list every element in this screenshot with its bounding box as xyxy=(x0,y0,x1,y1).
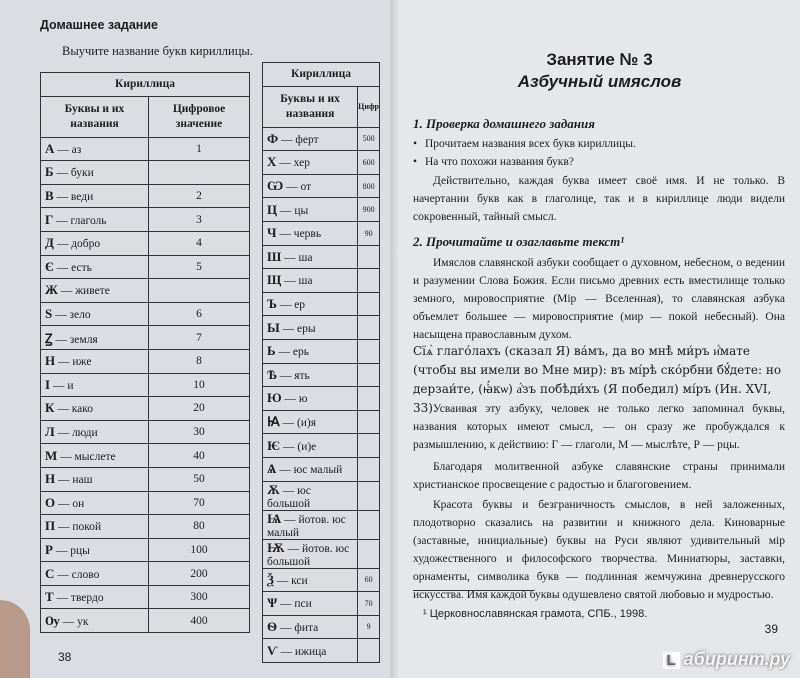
letter-cell xyxy=(263,615,358,639)
dash-separator: — xyxy=(53,191,71,204)
letter-cell xyxy=(41,279,149,303)
numeric-value xyxy=(358,481,380,510)
table-row xyxy=(41,491,250,515)
dash-separator: — xyxy=(55,521,73,534)
cyrillic-letter: Ѣ xyxy=(267,366,277,382)
cyrillic-letter: Ъ xyxy=(267,296,277,312)
table-row xyxy=(41,515,250,539)
cyrillic-letter: Н xyxy=(45,353,56,369)
table-row xyxy=(263,245,380,269)
page-number-left: 38 xyxy=(58,650,72,664)
numeric-value: 300 xyxy=(149,585,250,609)
dash-separator: — xyxy=(281,513,299,526)
numeric-value: 20 xyxy=(149,397,250,421)
cyrillic-letter: Ѵ xyxy=(267,642,278,658)
dash-separator: — xyxy=(275,346,293,359)
table-row xyxy=(41,538,250,562)
numeric-value xyxy=(358,292,380,316)
table-row xyxy=(41,302,250,326)
letter-cell xyxy=(41,208,149,232)
table2-col-letters: Буквы и их названия xyxy=(263,86,358,127)
cyrillic-letter: Н xyxy=(45,471,56,487)
paragraph-5: Красота буквы и безграничность смыслов, в ней заложенных, плодотворно сказались на развитии и книжного дела. Киноварные (заставные, инициальные) буквы на Руси являют удивительный мір художественного и философского творчества. Миниатюры, заставки, орнаменты, символика букв — подлинная жемчужина древнерусского искусства. Имя каждой буквы одушевлено святой любовью и мудростью. xyxy=(413,499,785,601)
letter-name: йотов. юс малый xyxy=(267,513,346,539)
dash-separator: — xyxy=(54,427,72,440)
letter-cell xyxy=(263,410,358,434)
numeric-value: 4 xyxy=(149,231,250,255)
letter-name: йотов. юс большой xyxy=(267,542,350,568)
numeric-value: 80 xyxy=(149,515,250,539)
table-row xyxy=(263,568,380,592)
paragraph-4: Благодаря молитвенной азбуке славянские страны принимали христианское просвещение с радостью и благоговением. xyxy=(413,461,785,491)
table-row xyxy=(263,539,380,568)
letter-name: и xyxy=(67,379,74,392)
cyrillic-table-1 xyxy=(40,72,250,633)
numeric-value: 200 xyxy=(149,562,250,586)
letter-cell xyxy=(263,387,358,411)
letter-name: покой xyxy=(72,521,102,534)
dash-separator: — xyxy=(52,309,70,322)
letter-name: ша xyxy=(298,275,313,288)
dash-separator: — xyxy=(284,542,302,555)
dash-separator: — xyxy=(55,474,73,487)
lesson-number: Занятие № 3 xyxy=(546,50,653,69)
letter-name: юс большой xyxy=(267,484,311,510)
letter-cell xyxy=(263,339,358,363)
letter-cell xyxy=(263,245,358,269)
numeric-value xyxy=(149,279,250,303)
table-row xyxy=(263,434,380,458)
paragraph-1: Действительно, каждая буква имеет своё имя. И не только. В начертании букв как в глаголице, так и в кириллице люди видели сокровенный, тайный смысл. xyxy=(413,175,785,223)
table-row xyxy=(263,592,380,616)
table-row xyxy=(263,387,380,411)
dash-separator: — xyxy=(59,615,78,628)
letter-name: рцы xyxy=(70,544,90,557)
letter-name: цы xyxy=(294,204,309,217)
cyrillic-letter: В xyxy=(45,188,54,204)
numeric-value xyxy=(358,245,380,269)
letter-cell xyxy=(41,397,149,421)
letter-cell xyxy=(41,467,149,491)
cyrillic-letter: Х xyxy=(267,154,277,170)
cyrillic-letter: М xyxy=(45,447,58,463)
table-row xyxy=(41,562,250,586)
letter-cell xyxy=(41,538,149,562)
letter-name: червь xyxy=(293,228,322,241)
footnote-divider xyxy=(413,590,533,591)
letter-cell xyxy=(263,151,358,175)
table-row xyxy=(41,349,250,373)
cyrillic-letter: К xyxy=(45,400,55,416)
letter-cell xyxy=(263,269,358,293)
numeric-value xyxy=(358,269,380,293)
thumb-holding-page xyxy=(0,600,30,678)
table-row xyxy=(263,615,380,639)
right-page xyxy=(399,0,800,678)
letter-name: слово xyxy=(71,568,100,581)
dash-separator: — xyxy=(276,157,294,170)
dash-separator: — xyxy=(57,285,76,298)
numeric-value: 70 xyxy=(149,491,250,515)
numeric-value: 50 xyxy=(149,467,250,491)
letter-cell xyxy=(263,363,358,387)
dash-separator: — xyxy=(281,393,299,406)
watermark-logo-box: L xyxy=(663,652,680,669)
letter-cell xyxy=(41,373,149,397)
dash-separator: — xyxy=(279,417,297,430)
cyrillic-letter: Ѕ xyxy=(45,306,53,322)
numeric-value: 6 xyxy=(149,302,250,326)
dash-separator: — xyxy=(273,574,292,587)
numeric-value: 7 xyxy=(149,326,250,350)
table-row xyxy=(263,410,380,434)
cyrillic-letter: Ц xyxy=(267,201,278,217)
dash-separator: — xyxy=(277,598,295,611)
cyrillic-letter: Ж xyxy=(45,282,58,298)
letter-cell xyxy=(263,174,358,198)
letter-name: аз xyxy=(71,143,82,156)
letter-name: ша xyxy=(298,251,313,264)
cyrillic-letter: П xyxy=(45,518,56,534)
letter-cell xyxy=(263,221,358,245)
table-row xyxy=(41,279,250,303)
slavonic-quote: Сїѧ̀ глаго́лахъ (сказал Я) ва́мъ, да во мнѣ̀ ми́ръ и҆́мате (чтобы вы имели во Мне мир): въ мі́рѣ ско́рбни бꙋ́дете: но дерзаи́те, (ꙗ҆́кѡ) а҆́зъ побѣди́хъ (Я победил) мі́ръ (Ин. XVI, 33). xyxy=(413,344,782,415)
cyrillic-letter: А xyxy=(45,140,55,156)
table2-caption: Кириллица xyxy=(263,63,380,87)
letter-cell xyxy=(41,231,149,255)
bullet-1: • Прочитаем названия всех букв кириллицы. xyxy=(425,138,785,150)
table-row xyxy=(263,292,380,316)
numeric-value xyxy=(358,316,380,340)
table-row xyxy=(41,397,250,421)
dash-separator: — xyxy=(53,592,71,605)
letter-cell xyxy=(263,568,358,592)
numeric-value: 9 xyxy=(358,615,380,639)
numeric-value xyxy=(358,510,380,539)
dash-separator: — xyxy=(277,645,295,658)
numeric-value: 800 xyxy=(358,174,380,198)
table-row xyxy=(41,585,250,609)
table-row xyxy=(263,221,380,245)
table-row xyxy=(41,326,250,350)
dash-separator: — xyxy=(276,228,294,241)
paragraph-3: Усваивая эту азбуку, человек не только легко запоминал буквы, названия которых имеют смысл, — он сразу же пробуждался к размышлению, к действию: Г — глаголи, М — мыслѣте, Р — рцы. xyxy=(413,403,785,451)
numeric-value: 400 xyxy=(149,609,250,633)
homework-instruction: Выучите название букв кириллицы. xyxy=(62,44,253,58)
table2-col-value: Цифр xyxy=(358,86,380,127)
letter-cell xyxy=(41,491,149,515)
dash-separator: — xyxy=(53,167,71,180)
letter-name: пси xyxy=(294,598,312,611)
cyrillic-letter: Д xyxy=(45,235,54,251)
letter-name: (и)я xyxy=(296,417,317,430)
dash-separator: — xyxy=(52,544,71,557)
letter-name: есть xyxy=(71,261,92,274)
cyrillic-letter: Л xyxy=(45,424,55,440)
letter-cell xyxy=(263,127,358,151)
dash-separator: — xyxy=(54,568,72,581)
letter-name: твердо xyxy=(70,592,104,605)
table-row xyxy=(41,373,250,397)
section-1-heading: 1. Проверка домашнего задания xyxy=(413,116,595,131)
table-row xyxy=(263,481,380,510)
cyrillic-letter: Р xyxy=(45,541,53,557)
numeric-value xyxy=(358,339,380,363)
cyrillic-letter: Т xyxy=(45,589,54,605)
letter-cell xyxy=(41,420,149,444)
letter-cell xyxy=(41,184,149,208)
cyrillic-letter: Ѫ xyxy=(267,481,280,497)
letter-name: хер xyxy=(293,157,310,170)
dash-separator: — xyxy=(278,133,296,146)
cyrillic-table-2 xyxy=(262,62,380,663)
cyrillic-letter: Ѯ xyxy=(267,571,274,587)
numeric-value: 8 xyxy=(149,349,250,373)
table-row xyxy=(41,184,250,208)
letter-name: иже xyxy=(72,356,92,369)
letter-cell xyxy=(263,292,358,316)
numeric-value: 100 xyxy=(149,538,250,562)
numeric-value: 600 xyxy=(358,151,380,175)
letter-name: земля xyxy=(69,333,98,346)
table-row xyxy=(263,457,380,481)
dash-separator: — xyxy=(53,238,72,251)
letter-cell xyxy=(263,481,358,510)
letter-cell xyxy=(41,255,149,279)
letter-cell xyxy=(41,444,149,468)
numeric-value: 70 xyxy=(358,592,380,616)
dash-separator: — xyxy=(277,621,295,634)
cyrillic-letter: Ѹ xyxy=(45,612,60,628)
cyrillic-letter: Щ xyxy=(267,272,282,288)
numeric-value xyxy=(149,161,250,185)
table-row xyxy=(41,208,250,232)
letter-cell xyxy=(41,326,149,350)
letter-name: добро xyxy=(71,238,101,251)
dash-separator: — xyxy=(55,356,73,369)
letter-cell xyxy=(41,302,149,326)
letter-name: фита xyxy=(294,621,319,634)
paragraph-2: Имяслов славянской азбуки сообщает о духовном, небесном, о ведении и разумении Слова Божия. Если письмо древних есть вместилище только земного, мировосприятие (Мір — Вселенная), то славянская азбука объемлет большее — мировосприятие (мир — покой небесный). Она насыщена православным духом. xyxy=(413,257,785,341)
cyrillic-letter: С xyxy=(45,565,55,581)
letter-name: он xyxy=(72,497,85,510)
numeric-value: 5 xyxy=(149,255,250,279)
table-row xyxy=(41,161,250,185)
numeric-value: 30 xyxy=(149,420,250,444)
letter-name: веди xyxy=(70,191,94,204)
cyrillic-letter: Ѧ xyxy=(267,461,277,477)
cyrillic-letter: Ф xyxy=(267,130,279,146)
table-row xyxy=(263,510,380,539)
dash-separator: — xyxy=(57,450,75,463)
dash-separator: — xyxy=(276,369,295,382)
letter-name: кси xyxy=(291,574,308,587)
cyrillic-letter: Г xyxy=(45,211,54,227)
numeric-value: 900 xyxy=(358,198,380,222)
table-row xyxy=(41,609,250,633)
dash-separator: — xyxy=(55,497,73,510)
table-row xyxy=(41,231,250,255)
letter-name: зело xyxy=(69,309,91,322)
table-row xyxy=(41,444,250,468)
dash-separator: — xyxy=(277,204,295,217)
letter-name: наш xyxy=(72,474,93,487)
cyrillic-letter: І xyxy=(45,376,51,392)
letter-cell xyxy=(41,585,149,609)
footnote: ¹ Церковнославянская грамота, СПБ., 1998. xyxy=(423,608,648,620)
letter-name: (и)е xyxy=(297,440,317,453)
cyrillic-letter: Ь xyxy=(267,343,276,359)
cyrillic-letter: Ч xyxy=(267,225,277,241)
table-row xyxy=(263,269,380,293)
table-row xyxy=(263,339,380,363)
numeric-value: 500 xyxy=(358,127,380,151)
table-row xyxy=(41,467,250,491)
homework-heading: Домашнее задание xyxy=(40,18,158,32)
cyrillic-letter: Є xyxy=(45,258,54,274)
numeric-value xyxy=(358,410,380,434)
letter-name: ферт xyxy=(295,133,319,146)
letter-cell xyxy=(41,349,149,373)
numeric-value: 60 xyxy=(358,568,380,592)
cyrillic-letter: Ѭ xyxy=(267,539,285,555)
dash-separator: — xyxy=(53,261,72,274)
cyrillic-letter: Ю xyxy=(267,390,282,406)
letter-name: ю xyxy=(298,393,308,406)
letter-name: живете xyxy=(75,285,110,298)
letter-cell xyxy=(41,515,149,539)
letter-cell xyxy=(41,137,149,161)
section-2-heading: 2. Прочитайте и озаглавьте текст¹ xyxy=(413,234,625,249)
letter-name: глаголь xyxy=(70,214,107,227)
table-row xyxy=(263,198,380,222)
dash-separator: — xyxy=(281,251,299,264)
page-number-right: 39 xyxy=(764,622,778,636)
numeric-value xyxy=(358,539,380,568)
cyrillic-letter: Ѳ xyxy=(267,618,278,634)
dash-separator: — xyxy=(53,214,71,227)
cyrillic-letter: Ѡ xyxy=(267,178,284,194)
watermark-text: абиринт.ру xyxy=(683,649,790,669)
letter-name: ять xyxy=(294,369,310,382)
letter-cell xyxy=(263,510,358,539)
letter-cell xyxy=(263,434,358,458)
numeric-value: 3 xyxy=(149,208,250,232)
table-row xyxy=(263,363,380,387)
table-row xyxy=(41,255,250,279)
dash-separator: — xyxy=(54,143,72,156)
numeric-value xyxy=(358,363,380,387)
letter-cell xyxy=(263,539,358,568)
table1-caption: Кириллица xyxy=(41,73,250,97)
cyrillic-letter: Б xyxy=(45,164,54,180)
cyrillic-letter: Ѱ xyxy=(267,595,278,611)
cyrillic-letter: Ы xyxy=(267,319,280,335)
letter-name: како xyxy=(71,403,93,416)
numeric-value xyxy=(358,434,380,458)
cyrillic-letter: Ѥ xyxy=(267,437,281,453)
numeric-value xyxy=(358,387,380,411)
numeric-value xyxy=(358,639,380,663)
table-row xyxy=(41,420,250,444)
letter-name: ер xyxy=(294,299,306,312)
table-row xyxy=(263,127,380,151)
dash-separator: — xyxy=(279,484,298,497)
table-row xyxy=(263,639,380,663)
letter-cell xyxy=(263,457,358,481)
letter-name: от xyxy=(300,181,312,194)
letter-cell xyxy=(263,639,358,663)
letter-name: буки xyxy=(70,167,94,180)
letter-cell xyxy=(41,609,149,633)
dash-separator: — xyxy=(276,464,294,477)
table-row xyxy=(263,151,380,175)
letter-name: ук xyxy=(77,615,89,628)
bullet-2: • На что похожи названия букв? xyxy=(425,156,785,168)
letter-name: люди xyxy=(71,427,98,440)
numeric-value: 2 xyxy=(149,184,250,208)
table-row xyxy=(41,137,250,161)
dash-separator: — xyxy=(281,275,299,288)
letter-cell xyxy=(41,562,149,586)
numeric-value: 10 xyxy=(149,373,250,397)
dash-separator: — xyxy=(279,322,298,335)
dash-separator: — xyxy=(276,299,295,312)
cyrillic-letter: О xyxy=(45,494,56,510)
letter-name: ерь xyxy=(292,346,309,359)
table1-col-value: Цифровое значение xyxy=(149,96,250,137)
labirint-watermark xyxy=(663,649,791,670)
letter-name: мыслете xyxy=(74,450,116,463)
letter-cell xyxy=(263,592,358,616)
dash-separator: — xyxy=(283,181,301,194)
table1-col-letters: Буквы и их названия xyxy=(41,96,149,137)
dash-separator: — xyxy=(54,403,72,416)
left-page xyxy=(0,0,398,678)
dash-separator: — xyxy=(50,379,68,392)
cyrillic-letter: Ѩ xyxy=(267,510,282,526)
letter-cell xyxy=(41,161,149,185)
lesson-title: Азбучный имяслов xyxy=(517,72,682,91)
numeric-value xyxy=(358,457,380,481)
numeric-value: 90 xyxy=(358,221,380,245)
cyrillic-letter: Ꙗ xyxy=(267,414,280,430)
table-row xyxy=(263,316,380,340)
letter-name: юс малый xyxy=(293,464,343,477)
table-row xyxy=(263,174,380,198)
numeric-value: 1 xyxy=(149,137,250,161)
cyrillic-letter: Ш xyxy=(267,248,282,264)
dash-separator: — xyxy=(280,440,298,453)
letter-cell xyxy=(263,316,358,340)
letter-name: ижица xyxy=(294,645,327,658)
cyrillic-letter: Ꙁ xyxy=(45,330,53,346)
letter-name: еры xyxy=(297,322,316,335)
dash-separator: — xyxy=(52,333,70,346)
letter-cell xyxy=(263,198,358,222)
numeric-value: 40 xyxy=(149,444,250,468)
